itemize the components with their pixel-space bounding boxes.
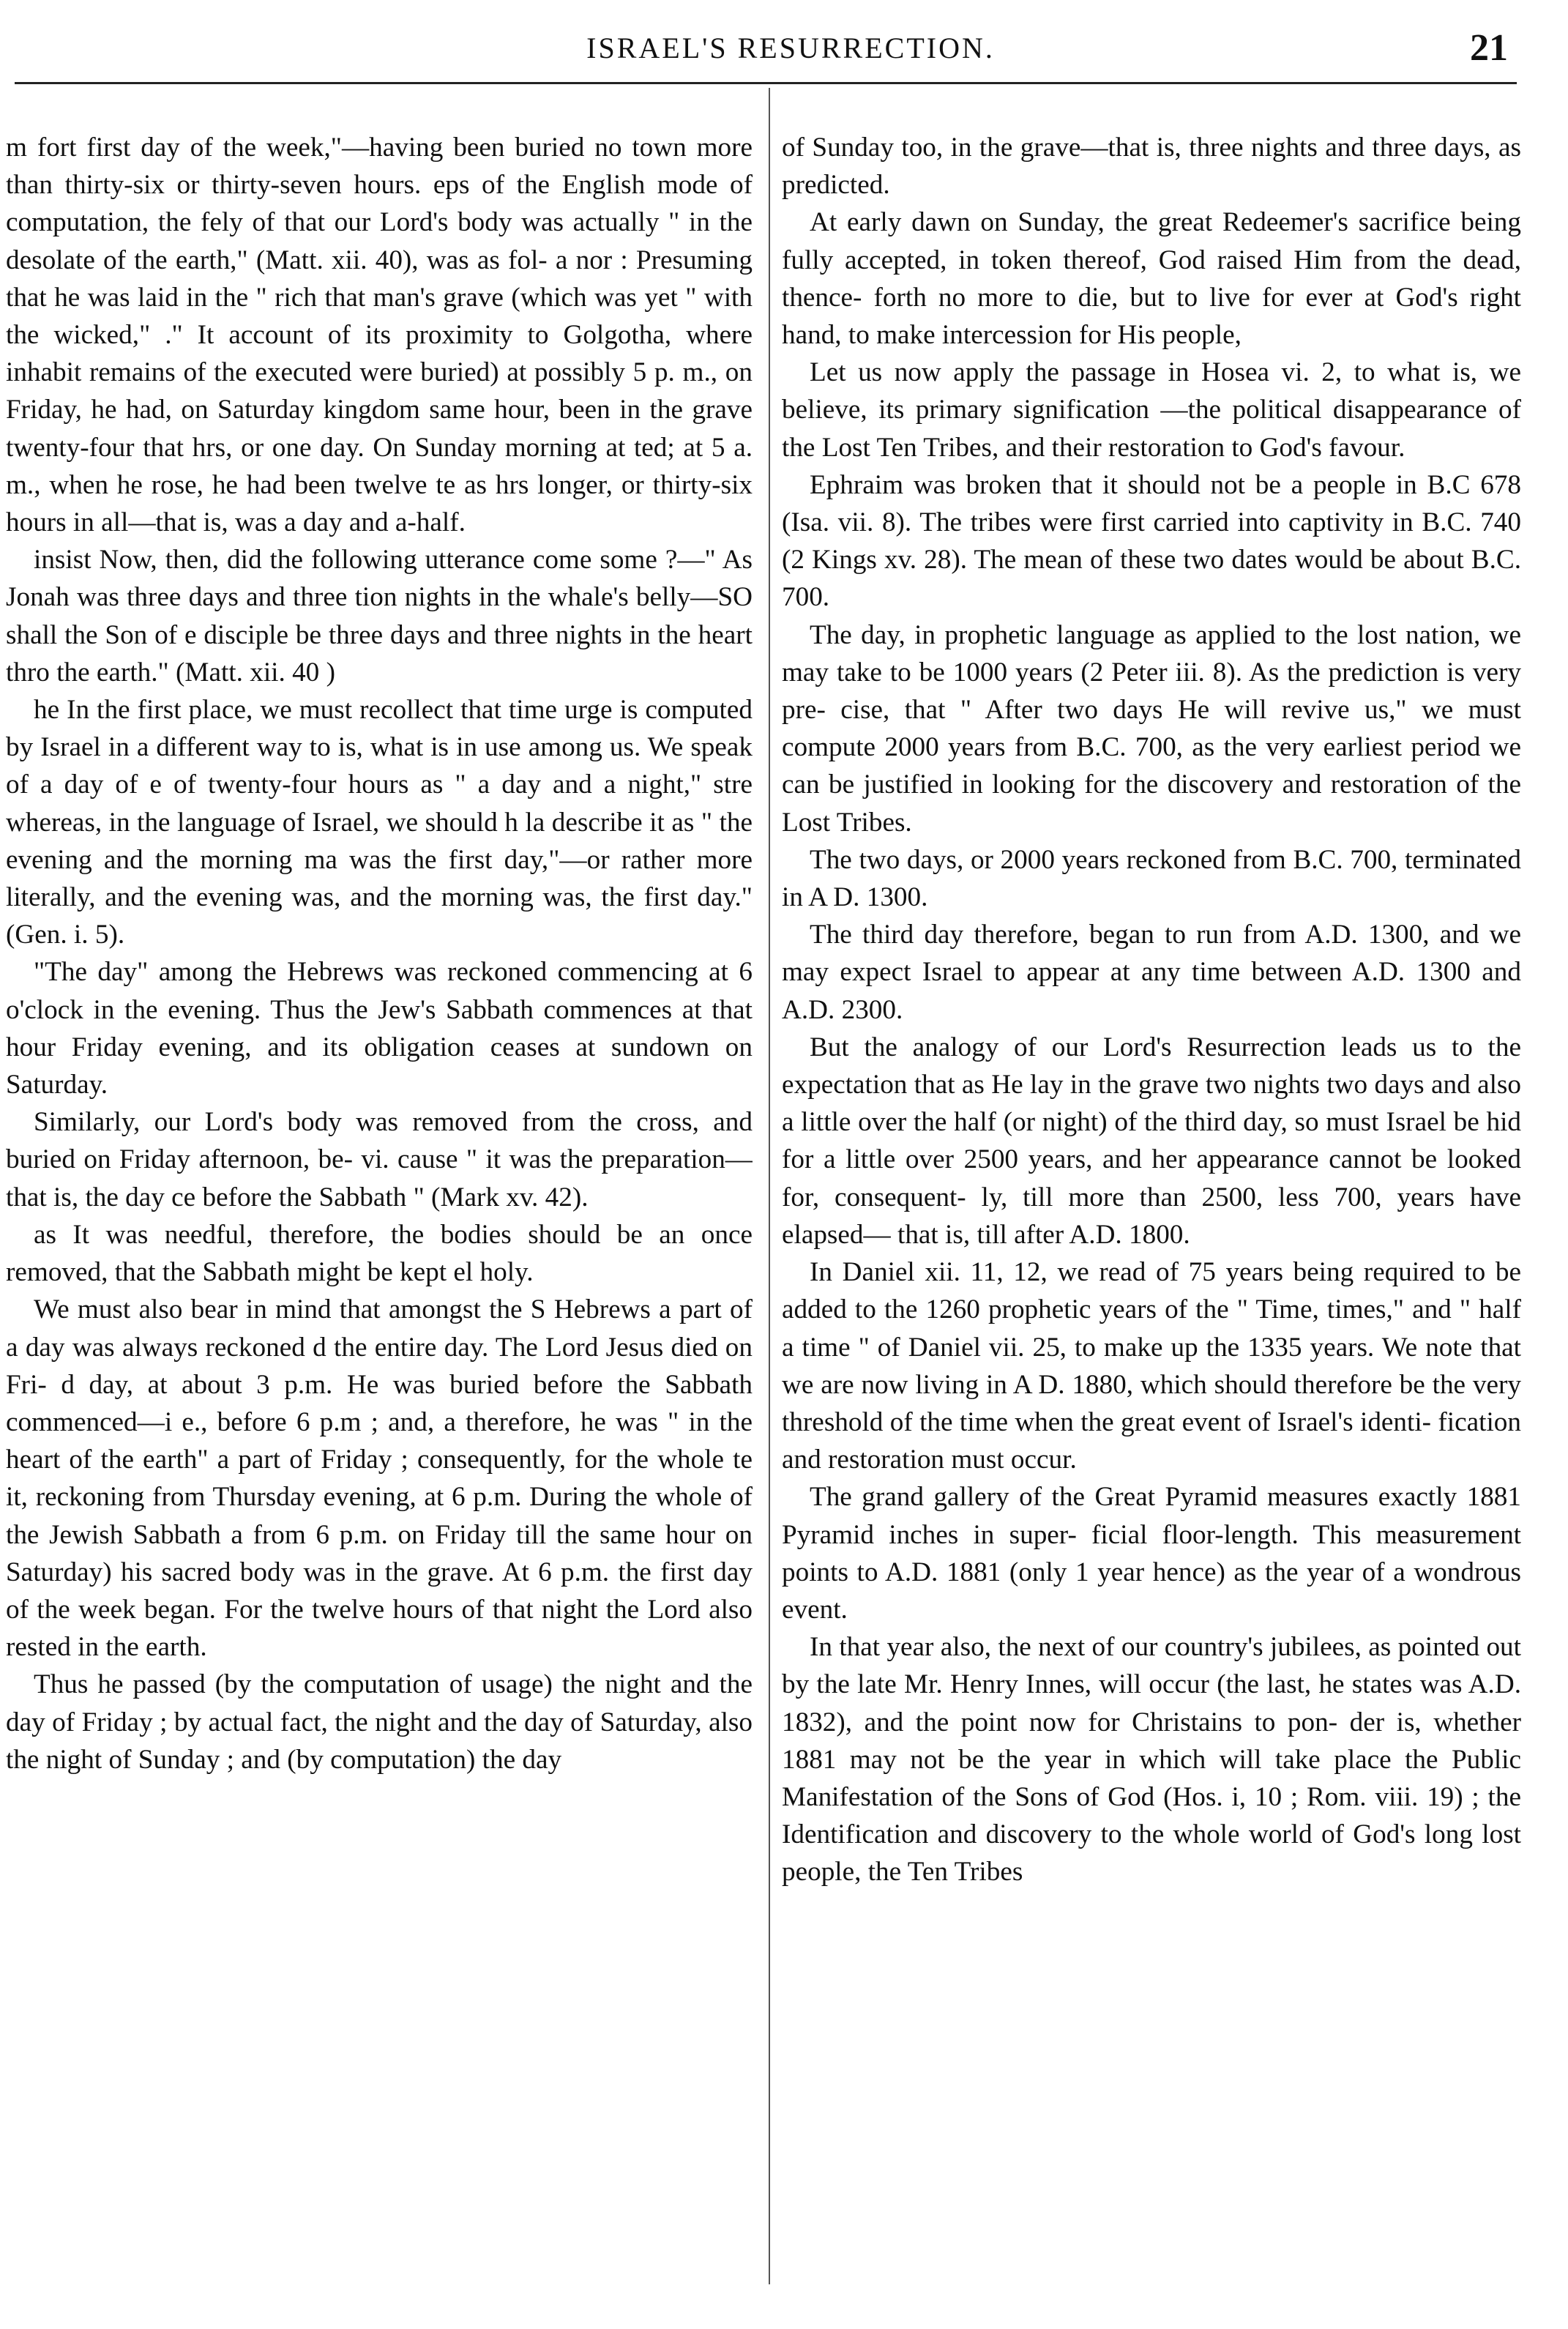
paragraph: At early dawn on Sunday, the great Redeemer's sacrifice being fully accepted, in token thereof, God raised Him from the dead, thence- forth no more to die, but to live for ever at God's right hand, to make intercession for His people,: [782, 207, 1521, 351]
column-divider: [769, 88, 770, 2284]
paragraph: The day, in prophetic language as applied to the lost nation, we may take to be 1000 years (2 Peter iii. 8). As the prediction is very pre- cise, that " After two days He will revive us," we must compute 2000 years from B.C. 700, as the very earliest period we can be justified in looking for the discovery and restoration of the Lost Tribes.: [782, 619, 1521, 838]
paragraph: In Daniel xii. 11, 12, we read of 75 years being required to be added to the 1260 prophetic years of the " Time, times," and " half a time " of Daniel vii. 25, to make up the 1335 years. We note that we are now living in A D. 1880, which should therefore be the very threshold of the time when the great event of Israel's identi- fication and restoration must occur.: [782, 1257, 1521, 1475]
left-column: [6, 129, 753, 1778]
paragraph: insist Now, then, did the following utterance come some ?—" As Jonah was three days and three tion nights in the whale's belly—SO shall the Son of e disciple be three days and three nights in the heart thro the earth." (Matt. xii. 40 ): [6, 545, 753, 687]
paragraph: The third day therefore, began to run from A.D. 1300, and we may expect Israel to appear at any time between A.D. 1300 and A.D. 2300.: [782, 920, 1521, 1025]
paragraph: Ephraim was broken that it should not be a people in B.C 678 (Isa. vii. 8). The tribes were first carried into captivity in B.C. 740 (2 Kings xv. 28). The mean of these two dates would be about B.C. 700.: [782, 469, 1521, 613]
paragraph: But the analogy of our Lord's Resurrection leads us to the expectation that as He lay in the grave two nights two days and also a little over the half (or night) of the third day, so must Israel be hid for a little over 2500 years, and her appearance cannot be looked for, consequent- ly, till more than 2500, less 700, years have elapsed— that is, till after A.D. 1800.: [782, 1032, 1521, 1250]
paragraph: The two days, or 2000 years reckoned from B.C. 700, terminated in A D. 1300.: [782, 844, 1521, 913]
paragraph: of Sunday too, in the grave—that is, three nights and three days, as predicted.: [782, 133, 1521, 201]
paragraph: In that year also, the next of our country's jubilees, as pointed out by the late Mr. Henry Innes, will occur (the last, he states was A.D. 1832), and the point now for Christains to pon- der is, whether 1881 may not be the year in which will take place the Public Manifestation of the Sons of God (Hos. i, 10 ; Rom. viii. 19) ; the Identification and discovery to the whole world of God's long lost people, the Ten Tribes: [782, 1632, 1521, 1888]
page-number: 21: [1470, 27, 1508, 69]
header-rule: [15, 82, 1517, 84]
paragraph: he In the first place, we must recollect that time urge is computed by Israel in a different way to is, what is in use among us. We speak of a day of e of twenty-four hours as " a day and a night," stre whereas, in the language of Israel, we should h la describe it as " the evening and the morning ma was the first day,"—or rather more literally, and the evening was, and the morning was, the first day." (Gen. i. 5).: [6, 695, 753, 950]
paragraph: We must also bear in mind that amongst the S Hebrews a part of a day was always reckoned d the entire day. The Lord Jesus died on Fri- d day, at about 3 p.m. He was buried before the Sabbath commenced—i e., before 6 p.m ; and, a therefore, he was " in the heart of the earth" a part of Friday ; consequently, for the whole te it, reckoning from Thursday evening, at 6 p.m. During the whole of the Jewish Sabbath a from 6 p.m. on Friday till the same hour on Saturday) his sacred body was in the grave. At 6 p.m. the first day of the week began. For the twelve hours of that night the Lord also rested in the earth.: [6, 1294, 753, 1663]
paragraph: Let us now apply the passage in Hosea vi. 2, to what is, we believe, its primary signification —the political disappearance of the Lost Ten Tribes, and their restoration to God's favour.: [782, 357, 1521, 463]
paragraph: as It was needful, therefore, the bodies should be an once removed, that the Sabbath might be kept el holy.: [6, 1219, 753, 1288]
running-head: [0, 27, 1568, 82]
paragraph: "The day" among the Hebrews was reckoned commencing at 6 o'clock in the evening. Thus the Jew's Sabbath commences at that hour Friday evening, and its obligation ceases at sundown on Saturday.: [6, 957, 753, 1100]
running-title: ISRAEL'S RESURRECTION.: [586, 31, 995, 64]
paragraph: The grand gallery of the Great Pyramid measures exactly 1881 Pyramid inches in super- ficial floor-length. This measurement points to A.D. 1881 (only 1 year hence) as the year of a wondrous event.: [782, 1482, 1521, 1625]
paragraph: Thus he passed (by the computation of usage) the night and the day of Friday ; by actual fact, the night and the day of Saturday, also the night of Sunday ; and (by computation) the day: [6, 1669, 753, 1775]
paragraph: Similarly, our Lord's body was removed from the cross, and buried on Friday afternoon, be- vi. cause " it was the preparation—that is, the day ce before the Sabbath " (Mark xv. 42).: [6, 1107, 753, 1212]
right-column: [782, 129, 1521, 1891]
paragraph: m fort first day of the week,"—having been buried no town more than thirty-six or thirty-seven hours. eps of the English mode of computation, the fely of that our Lord's body was actually " in the desolate of the earth," (Matt. xii. 40), was as fol- a nor : Presuming that he was laid in the " rich that man's grave (which was yet " with the wicked," ." It account of its proximity to Golgotha, where inhabit remains of the executed were buried) at possibly 5 p. m., on Friday, he had, on Saturday kingdom same hour, been in the grave twenty-four that hrs, or one day. On Sunday morning at ted; at 5 a. m., when he rose, he had been twelve te as hrs longer, or thirty-six hours in all—that is, was a day and a-half.: [6, 133, 753, 538]
